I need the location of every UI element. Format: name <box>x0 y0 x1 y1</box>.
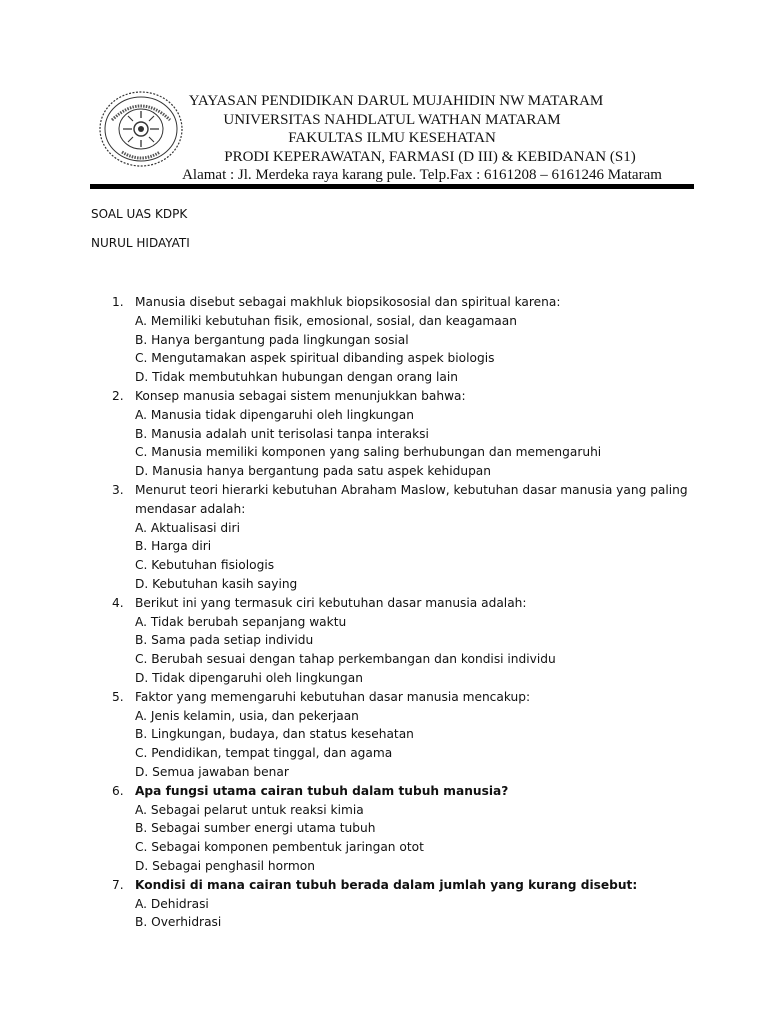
answer-option: A. Memiliki kebutuhan fisik, emosional, sosial, dan keagamaan <box>135 313 517 328</box>
answer-option: C. Kebutuhan fisiologis <box>135 558 275 573</box>
question-item <box>112 782 702 876</box>
letterhead-divider <box>90 184 694 189</box>
answer-options <box>135 707 702 782</box>
question-number: 7. <box>112 877 124 892</box>
answer-option: D. Manusia hanya bergantung pada satu aspek kehidupan <box>135 464 491 479</box>
answer-option: D. Semua jawaban benar <box>135 764 289 779</box>
question-number: 2. <box>112 388 124 403</box>
question-text: Manusia disebut sebagai makhluk biopsikososial dan spiritual karena: <box>135 295 561 309</box>
question-number: 4. <box>112 595 124 610</box>
letterhead-faculty: FAKULTAS ILMU KESEHATAN <box>288 130 496 146</box>
question-item <box>112 293 702 387</box>
question-text: Apa fungsi utama cairan tubuh dalam tubuh manusia? <box>135 783 509 798</box>
answer-option: A. Dehidrasi <box>135 896 209 911</box>
question-text: Faktor yang memengaruhi kebutuhan dasar manusia mencakup: <box>135 689 531 704</box>
question-text: Berikut ini yang termasuk ciri kebutuhan dasar manusia adalah: <box>135 595 527 610</box>
answer-option: A. Aktualisasi diri <box>135 520 240 535</box>
question-item <box>112 688 702 782</box>
answer-options <box>135 312 702 387</box>
answer-options <box>135 895 702 933</box>
letterhead <box>90 86 694 192</box>
question-item <box>112 594 702 688</box>
answer-option: B. Lingkungan, budaya, dan status kesehatan <box>135 727 414 742</box>
answer-option: C. Pendidikan, tempat tinggal, dan agama <box>135 746 393 761</box>
answer-option: C. Manusia memiliki komponen yang saling berhubungan dan memengaruhi <box>135 445 602 460</box>
answer-options <box>135 406 702 481</box>
question-item <box>112 876 702 932</box>
question-item <box>112 481 702 594</box>
letterhead-programs: PRODI KEPERAWATAN, FARMASI (D III) & KEBIDANAN (S1) <box>224 148 636 165</box>
letterhead-address: Alamat : Jl. Merdeka raya karang pule. Telp.Fax : 6161208 – 6161246 Mataram <box>182 167 662 183</box>
answer-option: D. Tidak dipengaruhi oleh lingkungan <box>135 670 363 685</box>
letterhead-university: UNIVERSITAS NAHDLATUL WATHAN MATARAM <box>223 111 561 128</box>
answer-option: C. Berubah sesuai dengan tahap perkembangan dan kondisi individu <box>135 652 556 667</box>
answer-options <box>135 801 702 876</box>
question-number: 5. <box>112 689 124 704</box>
question-number: 6. <box>112 783 124 798</box>
answer-option: B. Overhidrasi <box>135 915 222 930</box>
letterhead-foundation: YAYASAN PENDIDIKAN DARUL MUJAHIDIN NW MATARAM <box>188 93 604 109</box>
question-number: 1. <box>112 295 124 309</box>
question-number: 3. <box>112 482 124 497</box>
question-text: Menurut teori hierarki kebutuhan Abraham Maslow, kebutuhan dasar manusia yang paling mendasar adalah: <box>135 482 688 516</box>
answer-option: C. Mengutamakan aspek spiritual dibanding aspek biologis <box>135 351 495 366</box>
answer-option: B. Sama pada setiap individu <box>135 633 314 648</box>
answer-options <box>135 613 702 688</box>
answer-option: B. Manusia adalah unit terisolasi tanpa interaksi <box>135 426 429 441</box>
answer-option: A. Sebagai pelarut untuk reaksi kimia <box>135 802 364 817</box>
answer-option: A. Manusia tidak dipengaruhi oleh lingkungan <box>135 407 414 422</box>
answer-option: B. Sebagai sumber energi utama tubuh <box>135 821 376 836</box>
answer-option: D. Sebagai penghasil hormon <box>135 858 315 873</box>
question-list <box>112 293 702 932</box>
question-text: Kondisi di mana cairan tubuh berada dalam jumlah yang kurang disebut: <box>135 877 638 892</box>
question-text: Konsep manusia sebagai sistem menunjukkan bahwa: <box>135 388 466 403</box>
answer-option: B. Hanya bergantung pada lingkungan sosial <box>135 332 409 347</box>
answer-option: C. Sebagai komponen pembentuk jaringan otot <box>135 840 424 855</box>
answer-option: A. Tidak berubah sepanjang waktu <box>135 614 347 629</box>
question-item <box>112 387 702 481</box>
answer-option: D. Tidak membutuhkan hubungan dengan orang lain <box>135 370 458 385</box>
answer-option: D. Kebutuhan kasih saying <box>135 576 298 591</box>
answer-option: B. Harga diri <box>135 539 212 554</box>
doc-title: SOAL UAS KDPK <box>91 207 188 221</box>
answer-options <box>135 519 702 594</box>
author-name: NURUL HIDAYATI <box>91 236 190 250</box>
answer-option: A. Jenis kelamin, usia, dan pekerjaan <box>135 708 359 723</box>
